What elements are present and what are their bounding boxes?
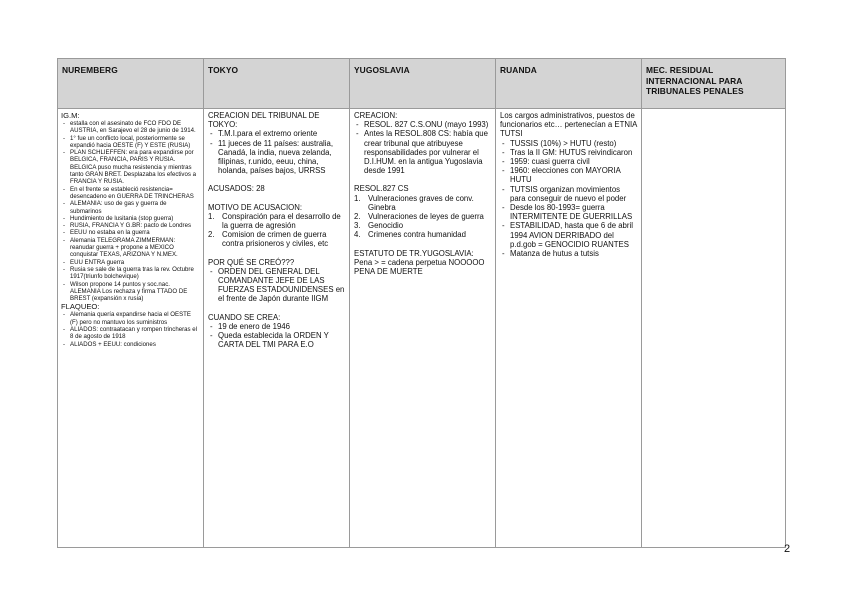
yugoslavia-statute-text: Pena > = cadena perpetua NOOOOO PENA DE MUERTE [354, 257, 485, 277]
tokyo-creation-list [208, 129, 345, 175]
yugoslavia-statute-title: ESTATUTO DE TR.YUGOSLAVIA: [354, 248, 474, 258]
yugoslavia-creation-title: CREACION: [354, 111, 398, 120]
list-item: 3. Genocidio [354, 221, 404, 231]
ruanda-intro: Los cargos administrativos, puestos de funcionarios etc… pertenecían a ETNIA TUTSI [500, 111, 637, 139]
list-item: - TUTSIS organizan movimientos para conseguir de nuevo el poder [500, 185, 637, 203]
list-item: - Antes la RESOL.808 CS: había que crear tribunal que atribuyese responsabilidades por vulnerar el D.I.HUM. en la antigua Yugoslavia desde 1991 [354, 129, 491, 175]
list-item: - estalla con el asesinato de FCO FDO DE AUSTRIA, en Sarajevo el 28 de junio de 1914. [61, 120, 199, 135]
tokyo-motive-list [208, 212, 345, 249]
header-ruanda: RUANDA [496, 59, 642, 109]
yugoslavia-resol-list [354, 194, 491, 240]
page-number: 2 [784, 543, 791, 555]
ruanda-list [500, 139, 637, 259]
cell-mec-residual [642, 109, 786, 548]
list-item: - Alemania TELEGRAMA ZIMMERMAN: reanudar guerra + propone a MEXICO conquistar TEXAS, ARIZONA Y N.MEX. [61, 237, 199, 259]
nuremberg-list-2 [61, 311, 199, 347]
list-item: - 19 de enero de 1946 [208, 322, 345, 331]
yugoslavia-resol-title: RESOL.827 CS [354, 184, 409, 194]
list-item: - ESTABILIDAD, hasta que 6 de abril 1994 AVION DERRIBADO del p.d.gob = GENOCIDIO RUANTES [500, 221, 637, 249]
list-item: 2. Comision de crimen de guerra contra prisioneros y civiles, etc [208, 230, 329, 249]
list-item: 4. Crimenes contra humanidad [354, 230, 466, 240]
list-item: - ALIADOS + EEUU: condiciones [61, 341, 199, 348]
list-item: 1. Vulneraciones graves de conv. Ginebra [354, 193, 474, 212]
list-item: - EEUU no estaba en la guerra [61, 229, 199, 236]
list-item: - ORDEN DEL GENERAL DEL COMANDANTE JEFE DE LAS FUERZAS ESTADOUNIDENSES en el frente de Japón durante IIGM [208, 267, 345, 304]
list-item: - Matanza de hutus a tutsis [500, 249, 637, 258]
list-item: - 11 jueces de 11 países: australia, Canadá, la india, nueva zelanda, filipinas, r.unido, eeuu, china, holanda, países bajos, URRSS [208, 139, 345, 176]
comparison-table [57, 58, 786, 548]
list-item: - Wilson propone 14 puntos y soc.nac. ALEMANIA Los rechaza y firma TTADO DE BREST (expansión x rusia) [61, 281, 199, 303]
list-item: - Queda establecida la ORDEN Y CARTA DEL TMI PARA E.O [208, 331, 345, 349]
header-mec-residual: MEC. RESIDUAL INTERNACIONAL PARA TRIBUNALES PENALES [642, 59, 786, 109]
tokyo-why-list [208, 267, 345, 304]
cell-tokyo [204, 109, 350, 548]
tokyo-when-title: CUANDO SE CREA: [208, 312, 281, 322]
content-row [58, 109, 786, 548]
tokyo-motive-title: MOTIVO DE ACUSACION: [208, 202, 303, 212]
list-item: - RUSIA, FRANCIA Y G.BR: pacto de Londres [61, 222, 199, 229]
list-item: - 1960: elecciones con MAYORIA HUTU [500, 166, 637, 184]
header-nuremberg: NUREMBERG [58, 59, 204, 109]
yugoslavia-creation-list [354, 120, 491, 175]
nuremberg-title: IG.M: [61, 111, 80, 120]
tokyo-creation-title: CREACION DEL TRIBUNAL DE TOKYO: [208, 111, 320, 130]
nuremberg-list [61, 120, 199, 302]
list-item: - Rusia se sale de la guerra tras la rev. Octubre 1917(triunfo bolchevique) [61, 266, 199, 281]
header-yugoslavia: YUGOSLAVIA [350, 59, 496, 109]
nuremberg-subtitle: FLAQUEO: [61, 302, 100, 312]
cell-ruanda [496, 109, 642, 548]
mec-residual-content [642, 109, 785, 111]
header-tokyo: TOKYO [204, 59, 350, 109]
list-item: - PLAN SCHLIEFFEN: era para expandirse por BELGICA, FRANCIA, PARIS Y RUSIA. BELGICA puso mucha resistencia y mientras tanto GRAN BRET. Desplazaba los efectivos a FRANCIA Y RUSIA. [61, 149, 199, 185]
cell-yugoslavia [350, 109, 496, 548]
list-item: - EUU ENTRA guerra [61, 259, 199, 266]
list-item: - ALIADOS: contraatacan y rompen trincheras el 8 de agosto de 1918 [61, 326, 199, 341]
list-item: - 1959: cuasi guerra civil [500, 157, 637, 166]
list-item: - Desde los 80-1993= guerra INTERMITENTE DE GUERRILLAS [500, 203, 637, 221]
list-item: 1. Conspiración para el desarrollo de la guerra de agresión [208, 211, 341, 231]
list-item: - TUSSIS (10%) > HUTU (resto) [500, 139, 637, 148]
list-item: 2. Vulneraciones de leyes de guerra [354, 212, 484, 222]
tokyo-when-list [208, 322, 345, 350]
list-item: - RESOL. 827 C.S.ONU (mayo 1993) [354, 120, 491, 129]
list-item: - Alemania quería expandirse hacia el OESTE (F) pero no mantuvo los suministros [61, 311, 199, 326]
list-item: - ALEMANIA: uso de gas y guerra de submarinos [61, 200, 199, 215]
list-item: - En el frente se estableció resistencia= desencadeno en GUERRA DE TRINCHERAS [61, 186, 199, 201]
list-item: - Tras la II GM: HUTUS reivindicaron [500, 148, 637, 157]
cell-nuremberg [58, 109, 204, 548]
header-row [58, 59, 786, 109]
list-item: - 1° fue un conflicto local, posteriormente se expandió hacia OESTE (F) Y ESTE (RUSIA) [61, 135, 199, 150]
tokyo-accused: ACUSADOS: 28 [208, 184, 265, 194]
tokyo-why-title: POR QUÉ SE CREÓ??? [208, 257, 295, 267]
list-item: - T.M.I.para el extremo oriente [208, 129, 345, 138]
list-item: - Hundimiento de lusitania (stop guerra) [61, 215, 199, 222]
